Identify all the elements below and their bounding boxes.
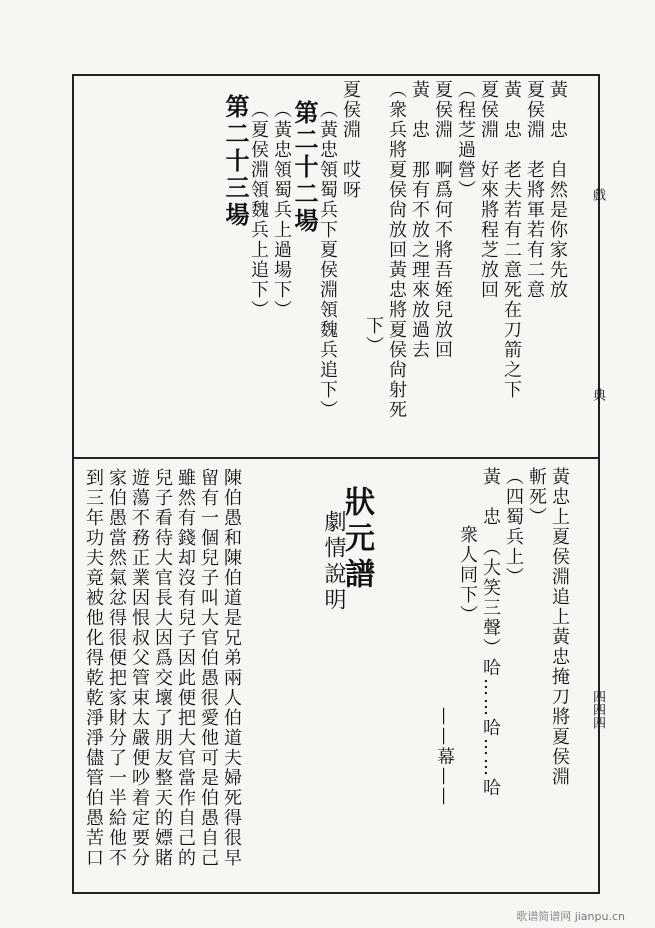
scene-heading: 第二十二場: [290, 100, 319, 235]
dialogue-line: 黃 忠 （大笑三聲）哈……哈……哈: [480, 467, 501, 798]
stage-direction: （黃忠領蜀兵下夏侯淵領魏兵追下）: [317, 100, 338, 420]
page-number: 四四四: [590, 690, 605, 729]
dialogue-line: 夏侯淵 啊爲何不將吾姪兒放回: [432, 80, 453, 360]
curtain-mark: ——幕——: [434, 707, 455, 807]
upper-section: [221, 80, 569, 448]
synopsis-line: 留有一個兒子叫大官伯愚很愛他可是伯愚自己: [198, 468, 219, 868]
stage-direction: （夏侯淵領魏兵上追下）: [248, 100, 269, 320]
stage-direction: 黃忠上夏侯淵追上黃忠掩刀將夏侯淵: [549, 467, 570, 787]
synopsis-text: [82, 468, 243, 878]
dialogue-line: 黃 忠 老夫若有二意死在刀箭之下: [501, 80, 522, 400]
stage-direction: 衆人同下）: [457, 525, 478, 625]
section-divider: [72, 457, 600, 459]
synopsis-line: 雖然有錢却沒有兒子因此便把大官當作自己的: [175, 468, 196, 868]
play-title: 狀元譜: [339, 486, 374, 594]
synopsis-line: 家伯愚當然氣忿得很便把家財分了一半給他不: [106, 468, 127, 868]
dialogue-line: 夏侯淵 好來將程芝放回: [478, 80, 499, 300]
dialogue-line: 夏侯淵 老將軍若有二意: [524, 80, 545, 300]
header-char-top: 戲: [590, 188, 605, 201]
scene-heading: 第二十三場: [221, 94, 250, 229]
synopsis-line: 陳伯愚和陳伯道是兄弟兩人伯道夫婦死得很早: [221, 468, 242, 868]
stage-direction: （四蜀兵上）: [503, 467, 524, 587]
dialogue-line: 黃 忠 自然是你家先放: [547, 80, 568, 300]
synopsis-line: 到三年功夫竟被他化得乾乾淨淨儘管伯愚苦口: [83, 468, 104, 868]
header-char-bottom: 典: [590, 388, 605, 401]
stage-direction: 斬死）: [526, 467, 547, 527]
stage-direction: （程芝過營）: [455, 80, 476, 200]
play-title-block: [321, 486, 374, 614]
dialogue-line: 黃 忠 那有不放之理來放過去: [409, 80, 430, 360]
dialogue-line: 夏侯淵 哎呀: [340, 80, 361, 200]
synopsis-line: 兒子看待大官長大因爲交壞了朋友整天的嫖賭: [152, 468, 173, 868]
section-title: 劇情說明: [321, 510, 346, 614]
stage-direction: （衆兵將夏侯尙放回黃忠將夏侯尙射死: [386, 80, 407, 420]
watermark: 歌谱简谱网 jianpu.cn: [516, 910, 625, 923]
synopsis-line: 遊蕩不務正業因恨叔父管束太嚴便吵着定要分: [129, 468, 150, 868]
lower-right-section: [433, 467, 571, 877]
stage-direction: （黃忠領蜀兵上過場下）: [271, 100, 292, 320]
stage-direction: 下）: [363, 316, 384, 356]
